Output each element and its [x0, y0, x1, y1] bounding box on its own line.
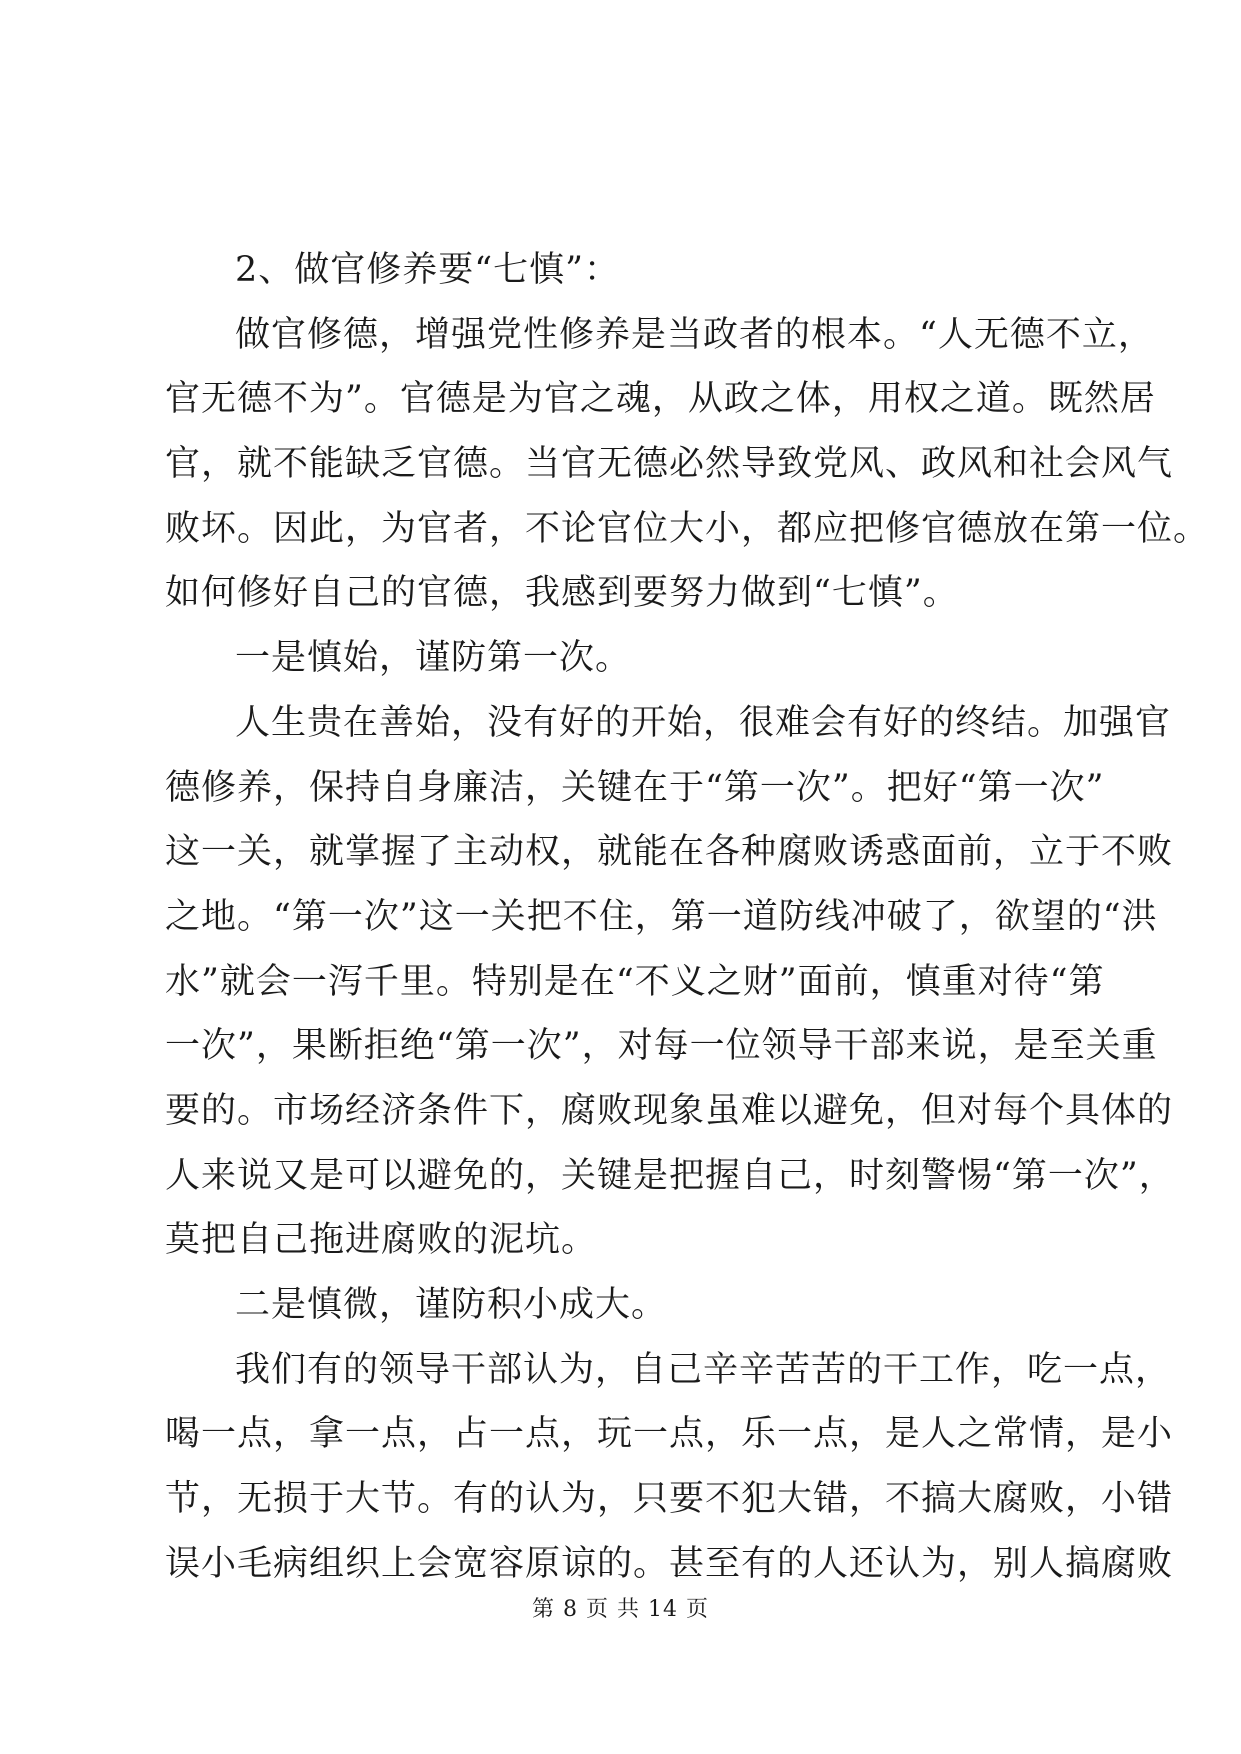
paragraph-line: 人来说又是可以避免的，关键是把握自己，时刻警惕“第一次”，	[165, 1155, 1175, 1196]
paragraph-line: 误小毛病组织上会宽容原谅的。甚至有的人还认为，别人搞腐败	[165, 1543, 1174, 1584]
paragraph-line: 喝一点，拿一点，占一点，玩一点，乐一点，是人之常情，是小	[165, 1414, 1174, 1455]
paragraph-line: 如何修好自己的官德，我感到要努力做到“七慎”。	[165, 573, 959, 614]
paragraph-line: 之地。“第一次”这一关把不住，第一道防线冲破了，欲望的“洪	[165, 896, 1158, 937]
paragraph-line: 人生贵在善始，没有好的开始，很难会有好的终结。加强官	[235, 702, 1172, 743]
paragraph-line: 节，无损于大节。有的认为，只要不犯大错，不搞大腐败，小错	[165, 1479, 1174, 1520]
paragraph-line: 一次”，果断拒绝“第一次”，对每一位领导干部来说，是至关重	[165, 1026, 1158, 1067]
page-footer: 第 8 页 共 14 页	[532, 1597, 709, 1622]
paragraph-line: 官，就不能缺乏官德。当官无德必然导致党风、政风和社会风气	[165, 444, 1174, 485]
paragraph-line: 德修养，保持自身廉洁，关键在于“第一次”。把好“第一次”	[165, 767, 1105, 808]
paragraph-line: 要的。市场经济条件下，腐败现象虽难以避免，但对每个具体的	[165, 1090, 1174, 1131]
section-heading: 2、做官修养要“七慎”：	[235, 250, 621, 290]
paragraph-line: 我们有的领导干部认为，自己辛辛苦苦的干工作，吃一点，	[235, 1349, 1172, 1390]
subheading: 一是慎始，谨防第一次。	[235, 638, 632, 679]
body-text	[165, 238, 1210, 1596]
paragraph-line: 败坏。因此，为官者，不论官位大小，都应把修官德放在第一位。	[165, 508, 1210, 549]
paragraph-line: 这一关，就掌握了主动权，就能在各种腐败诱惑面前，立于不败	[165, 832, 1174, 873]
subheading: 二是慎微，谨防积小成大。	[235, 1285, 668, 1325]
paragraph-line: 莫把自己拖进腐败的泥坑。	[165, 1220, 598, 1261]
paragraph-line: 做官修德，增强党性修养是当政者的根本。“人无德不立，	[235, 314, 1154, 355]
paragraph-line: 官无德不为”。官德是为官之魂，从政之体，用权之道。既然居	[165, 379, 1156, 420]
paragraph-line: 水”就会一泻千里。特别是在“不义之财”面前，慎重对待“第	[165, 961, 1105, 1002]
